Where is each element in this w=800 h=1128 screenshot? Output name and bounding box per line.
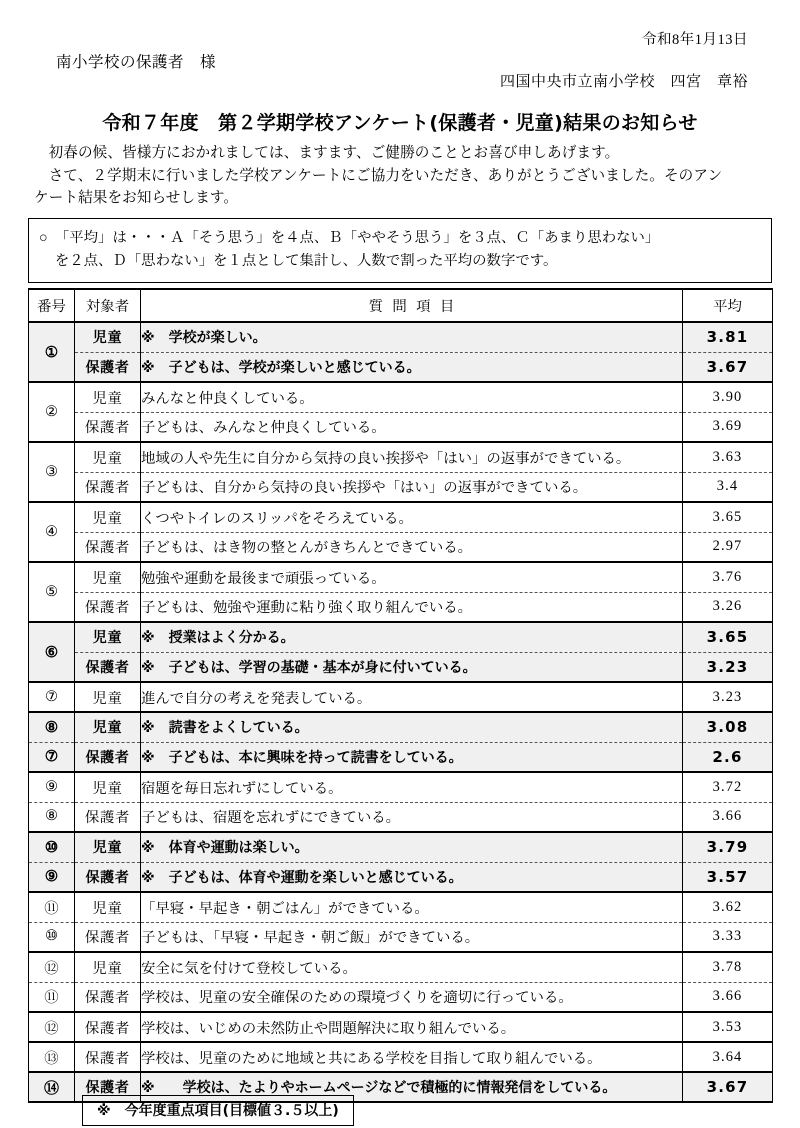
row-question: 子どもは、みんなと仲良くしている。: [141, 412, 683, 442]
row-question: 子どもは、宿題を忘れずにできている。: [141, 802, 683, 832]
table-row: [29, 502, 773, 532]
row-question: 地域の人や先生に自分から気持の良い挨拶や「はい」の返事ができている。: [141, 442, 683, 472]
row-number: ①: [29, 322, 75, 382]
priority-item-legend: ※ 今年度重点項目(目標値３.５以上): [82, 1095, 354, 1126]
row-number: ⑨: [29, 772, 75, 802]
addressee-line: 南小学校の保護者 様: [56, 54, 217, 71]
row-number: ⑪: [29, 892, 75, 922]
row-question: 進んで自分の考えを発表している。: [141, 682, 683, 712]
row-number: ⑫: [29, 952, 75, 982]
row-average: 3.65: [683, 502, 773, 532]
row-average: 3.63: [683, 442, 773, 472]
row-target: 児童: [75, 892, 141, 922]
row-target: 児童: [75, 442, 141, 472]
row-average: 2.97: [683, 532, 773, 562]
intro-line-1: 初春の候、皆様方におかれましては、ますます、ご健勝のこととお喜び申しあげます。: [48, 145, 620, 161]
column-header-number: 番号: [29, 289, 75, 322]
row-target: 保護者: [75, 1012, 141, 1042]
scoring-note-line-1: ○ 「平均」は・・・Ａ「そう思う」を４点、Ｂ「ややそう思う」を３点、Ｃ「あまり思わない」: [39, 230, 660, 246]
row-target: 児童: [75, 502, 141, 532]
row-target: 保護者: [75, 352, 141, 382]
row-question: ※ 子どもは、本に興味を持って読書をしている。: [141, 742, 683, 772]
row-target: 児童: [75, 322, 141, 352]
row-target: 保護者: [75, 532, 141, 562]
row-target: 児童: [75, 772, 141, 802]
row-average: 3.72: [683, 772, 773, 802]
row-number: ⑬: [29, 1042, 75, 1072]
row-average: 3.69: [683, 412, 773, 442]
row-target: 児童: [75, 952, 141, 982]
table-row: [29, 442, 773, 472]
row-question: みんなと仲良くしている。: [141, 382, 683, 412]
table-row: [29, 892, 773, 922]
row-average: 3.4: [683, 472, 773, 502]
table-row: [29, 742, 773, 772]
row-question: 学校は、いじめの未然防止や問題解決に取り組んでいる。: [141, 1012, 683, 1042]
row-question: ※ 体育や運動は楽しい。: [141, 832, 683, 862]
row-target: 児童: [75, 832, 141, 862]
sender-line: 四国中央市立南小学校 四宮 章裕: [499, 74, 748, 90]
row-average: 3.64: [683, 1042, 773, 1072]
table-row: [29, 352, 773, 382]
row-average: 3.78: [683, 952, 773, 982]
row-target: 児童: [75, 682, 141, 712]
table-row: [29, 772, 773, 802]
column-header-target: 対象者: [75, 289, 141, 322]
row-target: 児童: [75, 712, 141, 742]
row-question: ※ 授業はよく分かる。: [141, 622, 683, 652]
table-row: [29, 652, 773, 682]
row-question: ※ 子どもは、学習の基礎・基本が身に付いている。: [141, 652, 683, 682]
column-header-question: 質問項目: [141, 289, 683, 322]
row-question: ※ 読書をよくしている。: [141, 712, 683, 742]
row-number: ⑦: [29, 742, 75, 772]
table-row: [29, 1042, 773, 1072]
row-average: 3.08: [683, 712, 773, 742]
row-question: 子どもは、自分から気持の良い挨拶や「はい」の返事ができている。: [141, 472, 683, 502]
scoring-note-line-2: を２点、Ｄ「思わない」を１点として集計し、人数で割った平均の数字です。: [54, 253, 558, 270]
row-target: 保護者: [75, 1042, 141, 1072]
row-number: ⑤: [29, 562, 75, 622]
row-average: 3.65: [683, 622, 773, 652]
table-row: [29, 832, 773, 862]
intro-line-2: さて、２学期末に行いました学校アンケートにご協力をいただき、ありがとうございました。そのアン: [48, 167, 723, 184]
row-question: 「早寝・早起き・朝ごはん」ができている。: [141, 892, 683, 922]
table-row: [29, 862, 773, 892]
row-number: ⑫: [29, 1012, 75, 1042]
row-number: ⑩: [29, 922, 75, 952]
row-target: 保護者: [75, 802, 141, 832]
row-number: ⑨: [29, 862, 75, 892]
row-target: 保護者: [75, 1072, 141, 1102]
row-number: ③: [29, 442, 75, 502]
table-row: [29, 622, 773, 652]
row-target: 児童: [75, 382, 141, 412]
row-average: 3.26: [683, 592, 773, 622]
row-number: ⑭: [29, 1072, 75, 1102]
document-date: 令和8年1月13日: [642, 32, 748, 48]
row-average: 3.23: [683, 652, 773, 682]
row-average: 3.62: [683, 892, 773, 922]
row-target: 保護者: [75, 742, 141, 772]
row-question: ※ 学校は、たよりやホームページなどで積極的に情報発信をしている。: [141, 1072, 683, 1102]
table-row: [29, 982, 773, 1012]
row-average: 3.23: [683, 682, 773, 712]
row-target: 保護者: [75, 472, 141, 502]
row-number: ⑧: [29, 802, 75, 832]
row-target: 保護者: [75, 592, 141, 622]
row-target: 保護者: [75, 982, 141, 1012]
row-average: 3.79: [683, 832, 773, 862]
row-average: 3.66: [683, 982, 773, 1012]
row-target: 保護者: [75, 922, 141, 952]
row-average: 2.6: [683, 742, 773, 772]
row-average: 3.33: [683, 922, 773, 952]
row-question: くつやトイレのスリッパをそろえている。: [141, 502, 683, 532]
intro-line-3: ケート結果をお知らせします。: [34, 190, 239, 207]
table-row: [29, 1012, 773, 1042]
row-average: 3.81: [683, 322, 773, 352]
row-number: ⑦: [29, 682, 75, 712]
table-row: [29, 682, 773, 712]
table-header-row: [29, 289, 773, 322]
table-row: [29, 562, 773, 592]
survey-results-table-wrap: [28, 288, 772, 1103]
row-number: ⑩: [29, 832, 75, 862]
row-target: 保護者: [75, 862, 141, 892]
table-row: [29, 592, 773, 622]
row-number: ⑪: [29, 982, 75, 1012]
row-average: 3.67: [683, 1072, 773, 1102]
intro-paragraph: [34, 142, 774, 210]
row-question: ※ 学校が楽しい。: [141, 322, 683, 352]
row-question: 学校は、児童の安全確保のための環境づくりを適切に行っている。: [141, 982, 683, 1012]
row-target: 保護者: [75, 652, 141, 682]
table-row: [29, 322, 773, 352]
row-question: 安全に気を付けて登校している。: [141, 952, 683, 982]
table-row: [29, 922, 773, 952]
table-row: [29, 472, 773, 502]
row-number: ⑧: [29, 712, 75, 742]
table-row: [29, 952, 773, 982]
row-number: ②: [29, 382, 75, 442]
row-number: ④: [29, 502, 75, 562]
row-average: 3.66: [683, 802, 773, 832]
row-question: 子どもは、はき物の整とんがきちんとできている。: [141, 532, 683, 562]
table-row: [29, 532, 773, 562]
row-question: 学校は、児童のために地域と共にある学校を目指して取り組んでいる。: [141, 1042, 683, 1072]
row-target: 児童: [75, 562, 141, 592]
row-question: ※ 子どもは、学校が楽しいと感じている。: [141, 352, 683, 382]
table-body: [29, 322, 773, 1102]
row-question: 宿題を毎日忘れずにしている。: [141, 772, 683, 802]
row-number: ⑥: [29, 622, 75, 682]
table-row: [29, 382, 773, 412]
survey-results-table: [28, 288, 773, 1103]
row-question: 勉強や運動を最後まで頑張っている。: [141, 562, 683, 592]
table-row: [29, 712, 773, 742]
table-row: [29, 802, 773, 832]
table-head: [29, 289, 773, 322]
row-target: 児童: [75, 622, 141, 652]
column-header-average: 平均: [683, 289, 773, 322]
row-average: 3.57: [683, 862, 773, 892]
row-average: 3.67: [683, 352, 773, 382]
table-row: [29, 412, 773, 442]
row-average: 3.90: [683, 382, 773, 412]
row-question: 子どもは、「早寝・早起き・朝ご飯」ができている。: [141, 922, 683, 952]
row-average: 3.76: [683, 562, 773, 592]
row-average: 3.53: [683, 1012, 773, 1042]
row-question: ※ 子どもは、体育や運動を楽しいと感じている。: [141, 862, 683, 892]
row-target: 保護者: [75, 412, 141, 442]
row-question: 子どもは、勉強や運動に粘り強く取り組んでいる。: [141, 592, 683, 622]
document-title: 令和７年度 第２学期学校アンケート(保護者・児童)結果のお知らせ: [102, 112, 698, 134]
scoring-note-box: [28, 218, 772, 283]
